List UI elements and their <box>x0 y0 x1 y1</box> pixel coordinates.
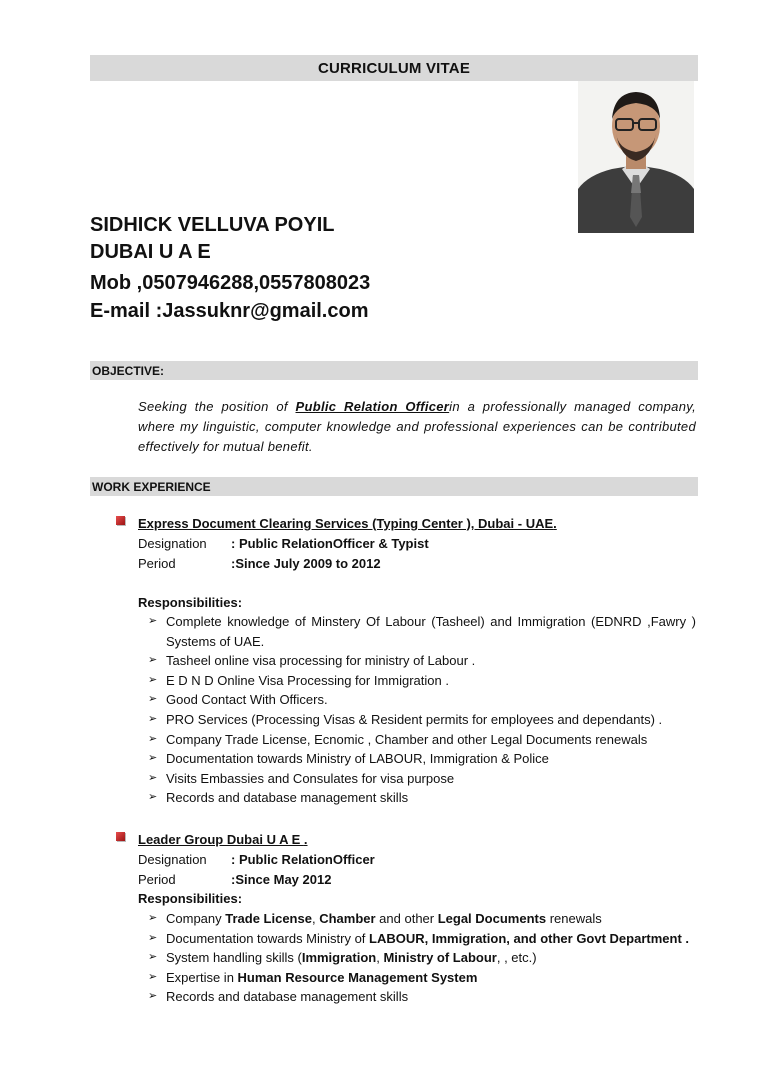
objective-heading: OBJECTIVE: <box>90 361 698 380</box>
responsibilities-heading: Responsibilities: <box>138 595 243 610</box>
job-period: Period :Since July 2009 to 2012 <box>138 556 381 571</box>
bullet-square-icon <box>116 516 125 525</box>
job-company: Leader Group Dubai U A E . <box>138 832 308 847</box>
responsibility-item: ➢ Records and database management skills <box>148 788 696 808</box>
job-designation: Designation : Public RelationOfficer & Typist <box>138 536 429 551</box>
responsibility-item: ➢ Records and database management skills <box>148 987 696 1007</box>
work-experience-heading: WORK EXPERIENCE <box>90 477 698 496</box>
responsibility-item: ➢ Expertise in Human Resource Management System <box>148 968 696 988</box>
arrow-bullet-icon: ➢ <box>148 771 158 784</box>
responsibility-item: ➢ Visits Embassies and Consulates for visa purpose <box>148 769 696 789</box>
responsibility-item: ➢ Complete knowledge of Minstery Of Labour (Tasheel) and Immigration (EDNRD ,Fawry ) Systems of UAE. <box>148 614 696 649</box>
arrow-bullet-icon: ➢ <box>148 712 158 725</box>
arrow-bullet-icon: ➢ <box>148 654 158 667</box>
arrow-bullet-icon: ➢ <box>148 990 158 1003</box>
responsibility-item: ➢ Tasheel online visa processing for ministry of Labour . <box>148 651 696 671</box>
arrow-bullet-icon: ➢ <box>148 673 158 686</box>
responsibility-item: ➢ Good Contact With Officers. <box>148 690 696 710</box>
responsibilities-list <box>148 909 696 1007</box>
responsibility-item: ➢ System handling skills (Immigration, Ministry of Labour, , etc.) <box>148 948 696 968</box>
arrow-bullet-icon: ➢ <box>148 693 158 706</box>
responsibility-item: ➢ Documentation towards Ministry of LABOUR, Immigration, and other Govt Department . <box>148 929 696 949</box>
responsibilities-heading: Responsibilities: <box>138 891 243 906</box>
bullet-square-icon <box>116 832 125 841</box>
responsibility-item: ➢ Company Trade License, Ecnomic , Chamber and other Legal Documents renewals <box>148 730 696 750</box>
job-designation: Designation : Public RelationOfficer <box>138 852 375 867</box>
arrow-bullet-icon: ➢ <box>148 615 158 627</box>
objective-text <box>138 397 696 457</box>
objective-post: in a professionally managed company, where my linguistic, computer knowledge and professional experiences can be contributed effectively for mutual benefit. <box>138 399 696 454</box>
candidate-name: SIDHICK VELLUVA POYIL <box>90 214 335 236</box>
candidate-email: E-mail :Jassuknr@gmail.com <box>90 300 369 322</box>
responsibility-item: ➢ E D N D Online Visa Processing for Immigration . <box>148 671 696 691</box>
arrow-bullet-icon: ➢ <box>148 752 158 765</box>
responsibility-item: ➢ Documentation towards Ministry of LABOUR, Immigration & Police <box>148 749 696 769</box>
objective-position: Public Relation Officer <box>295 399 450 414</box>
responsibilities-list <box>148 612 696 808</box>
arrow-bullet-icon: ➢ <box>148 791 158 804</box>
candidate-mobile: Mob ,0507946288,0557808023 <box>90 272 371 294</box>
candidate-location: DUBAI U A E <box>90 241 211 263</box>
profile-photo <box>578 81 694 233</box>
responsibility-item: ➢ PRO Services (Processing Visas & Resident permits for employees and dependants) . <box>148 710 696 730</box>
page-title: CURRICULUM VITAE <box>90 55 698 81</box>
arrow-bullet-icon: ➢ <box>148 732 158 745</box>
arrow-bullet-icon: ➢ <box>148 951 158 964</box>
job-company: Express Document Clearing Services (Typing Center ), Dubai - UAE. <box>138 516 557 531</box>
job-period: Period :Since May 2012 <box>138 872 332 887</box>
arrow-bullet-icon: ➢ <box>148 912 158 924</box>
objective-pre: Seeking the position of <box>138 399 296 414</box>
arrow-bullet-icon: ➢ <box>148 931 158 944</box>
arrow-bullet-icon: ➢ <box>148 970 158 983</box>
responsibility-item: ➢ Company Trade License, Chamber and other Legal Documents renewals <box>148 909 696 929</box>
